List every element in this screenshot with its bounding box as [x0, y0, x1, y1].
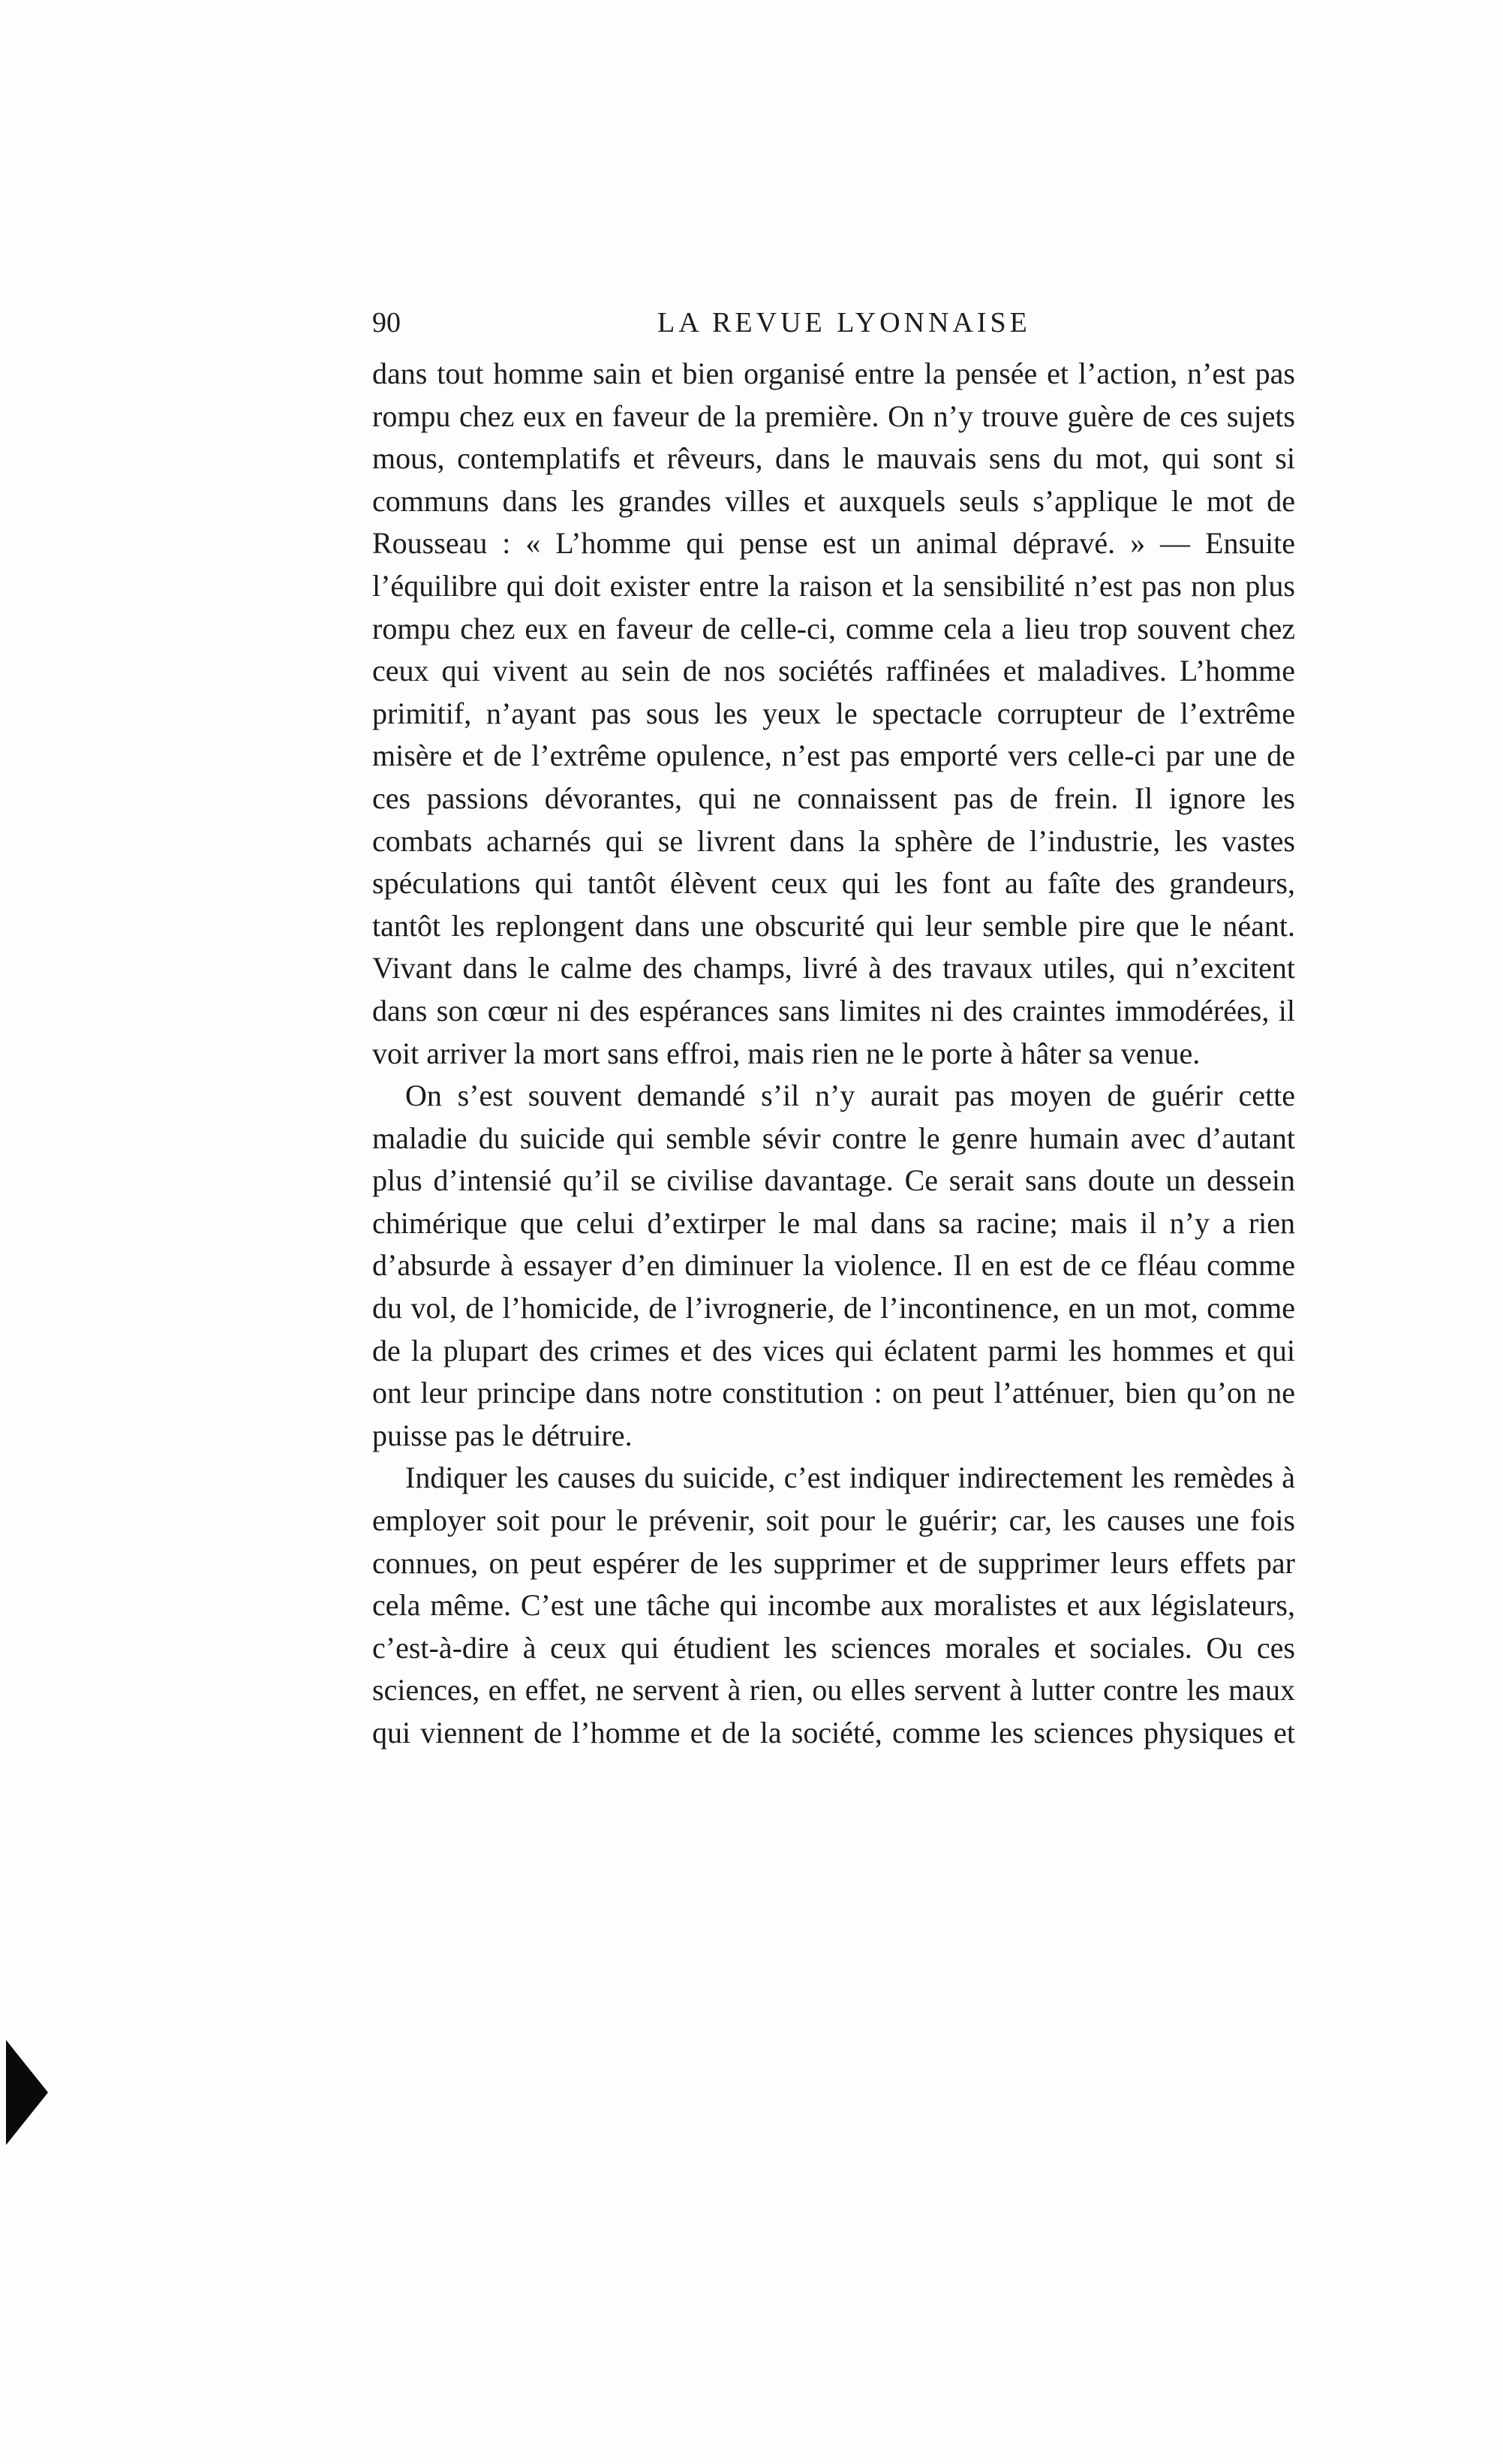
- paragraph-1: dans tout homme sain et bien organisé entre la pensée et l’action, n’est pas rompu chez eux en faveur de la première. On n’y trouve guère de ces sujets mous, contemplatifs et rêveurs, dans le mauvais sens du mot, qui sont si communs dans les grandes villes et auxquels seuls s’applique le mot de Rousseau : « L’homme qui pense est un animal dépravé. » — Ensuite l’équilibre qui doit exister entre la raison et la sensibilité n’est pas non plus rompu chez eux en faveur de celle-ci, comme cela a lieu trop souvent chez ceux qui vivent au sein de nos sociétés raffinées et maladives. L’homme primitif, n’ayant pas sous les yeux le spectacle corrupteur de l’extrême misère et de l’extrême opulence, n’est pas emporté vers celle-ci par une de ces passions dévorantes, qui ne connaissent pas de frein. Il ignore les combats acharnés qui se livrent dans la sphère de l’industrie, les vastes spéculations qui tantôt élèvent ceux qui les font au faîte des grandeurs, tantôt les replongent dans une obscurité qui leur semble pire que le néant. Vivant dans le calme des champs, livré à des travaux utiles, qui n’excitent dans son cœur ni des espérances sans limites ni des craintes immodérées, il voit arriver la mort sans effroi, mais rien ne le porte à hâter sa venue.: [372, 357, 1295, 1070]
- page-number: 90: [372, 307, 401, 338]
- page-header: [372, 306, 1295, 351]
- body-text: [372, 353, 1295, 1755]
- paragraph-2: On s’est souvent demandé s’il n’y aurait pas moyen de guérir cette maladie du suicide qui semble sévir contre le genre humain avec d’autant plus d’intensié qu’il se civilise davantage. Ce serait sans doute un dessein chimérique que celui d’extirper le mal dans sa racine; mais il n’y a rien d’absurde à essayer d’en diminuer la violence. Il en est de ce fléau comme du vol, de l’homicide, de l’ivrognerie, de l’incontinence, en un mot, comme de la plupart des crimes et des vices qui éclatent parmi les hommes et qui ont leur principe dans notre constitution : on peut l’atténuer, bien qu’on ne puisse pas le détruire.: [372, 1079, 1295, 1452]
- paragraph-3: Indiquer les causes du suicide, c’est indiquer indirectement les remèdes à employer soit pour le prévenir, soit pour le guérir; car, les causes une fois connues, on peut espérer de les supprimer et de supprimer leurs effets par cela même. C’est une tâche qui incombe aux moralistes et aux législateurs, c’est-à-dire à ceux qui étudient les sciences morales et sociales. Ou ces sciences, en effet, ne servent à rien, ou elles servent à lutter contre les maux qui viennent de l’homme et de la société, comme les sciences physiques et: [372, 1461, 1295, 1749]
- running-title: LA REVUE LYONNAISE: [657, 307, 1031, 338]
- margin-triangle-marker: [6, 2040, 48, 2145]
